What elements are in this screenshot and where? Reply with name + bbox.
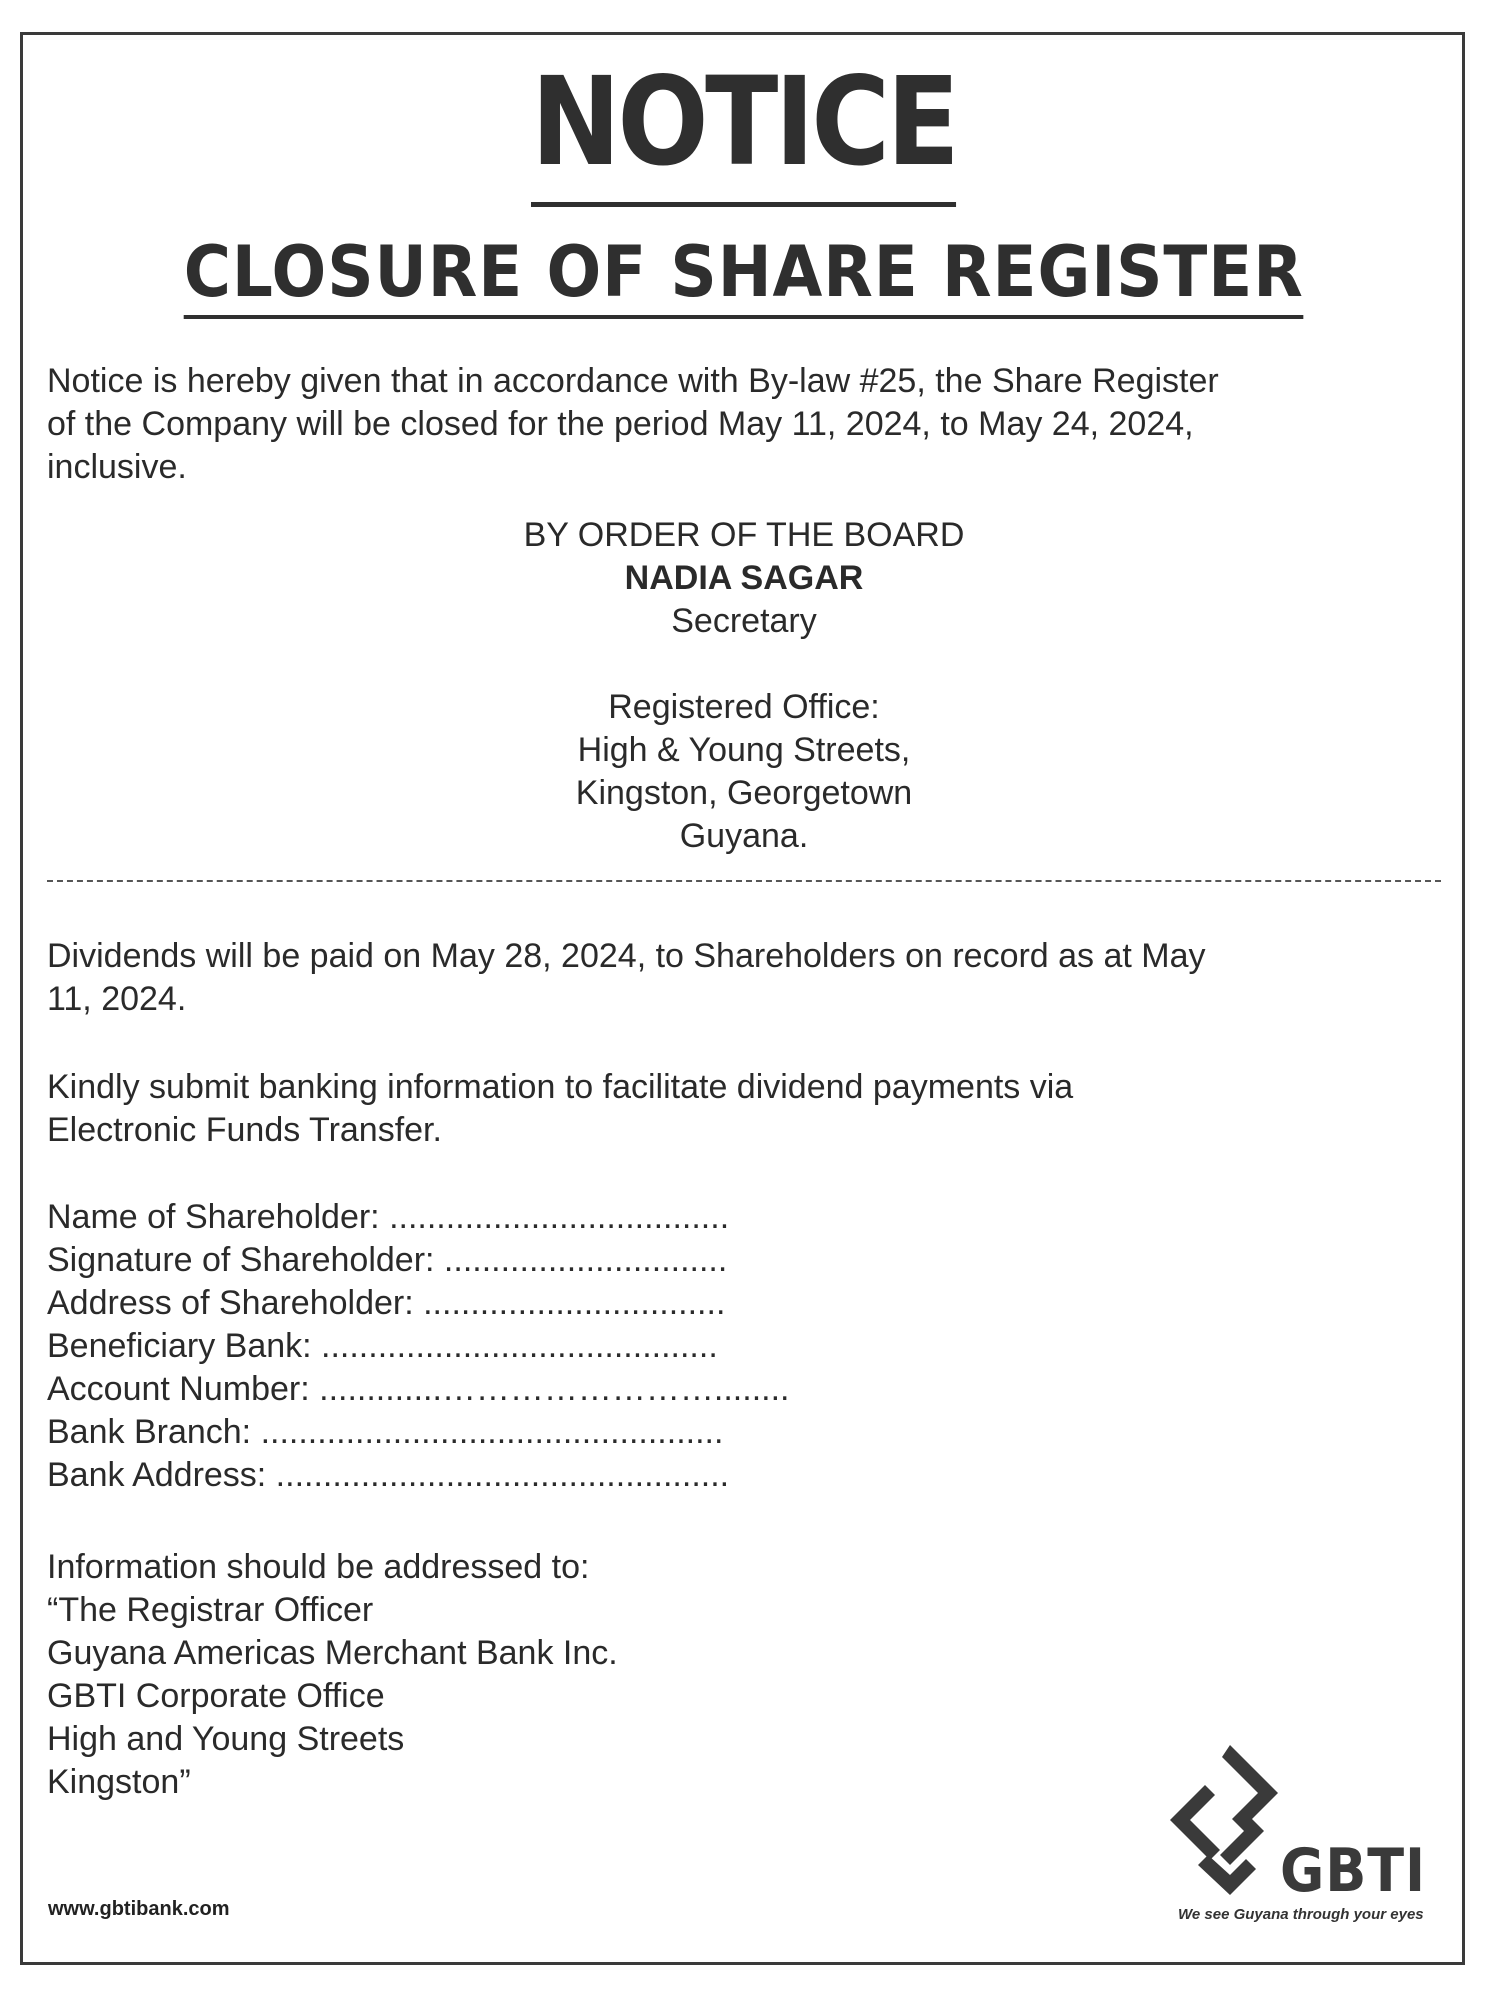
registered-office-line-2: Kingston, Georgetown [575,774,913,812]
dividends-line-1: Dividends will be paid on May 28, 2024, to Shareholders on record as at May [47,937,1206,975]
address-to-line: GBTI Corporate Office [47,1677,385,1715]
registered-office-label: Registered Office: [608,688,880,726]
secretary-name: NADIA SAGAR [624,559,864,597]
notice-line-1: Notice is hereby given that in accordance with By-law #25, the Share Register [47,362,1219,400]
banking-request-paragraph [47,1066,1447,1152]
dashed-divider [47,880,1441,882]
registered-office-block [0,686,1488,858]
secretary-title: Secretary [671,602,817,640]
address-to-line: “The Registrar Officer [47,1591,374,1629]
notice-paragraph [47,360,1447,489]
address-to-line: Kingston” [47,1763,191,1801]
shareholder-form [47,1196,790,1497]
gbti-wordmark: GBTI [1280,1836,1427,1906]
website-link[interactable]: www.gbtibank.com [48,1898,230,1920]
banking-request-line-2: Electronic Funds Transfer. [47,1111,442,1149]
notice-headline [0,52,1488,207]
address-to-line: Guyana Americas Merchant Bank Inc. [47,1634,618,1672]
gbti-tagline: We see Guyana through your eyes [1178,1906,1424,1923]
board-order: BY ORDER OF THE BOARD [523,516,965,554]
banking-request-line-1: Kindly submit banking information to facilitate dividend payments via [47,1068,1074,1106]
form-field-name[interactable]: Name of Shareholder: .................................... [47,1198,730,1236]
form-field-bank-branch[interactable]: Bank Branch: ................................................. [47,1413,724,1451]
registered-office-line-3: Guyana. [679,817,809,855]
board-order-block [0,514,1488,643]
address-to-block [47,1546,618,1804]
dividends-paragraph [47,935,1447,1021]
dividends-line-2: 11, 2024. [47,980,187,1018]
subheadline-text: CLOSURE OF SHARE REGISTER [184,232,1304,319]
notice-subheadline [0,232,1488,319]
registered-office-line-1: High & Young Streets, [577,731,911,769]
headline-text: NOTICE [531,52,956,207]
form-field-signature[interactable]: Signature of Shareholder: .............................. [47,1241,728,1279]
address-to-label: Information should be addressed to: [47,1548,590,1586]
form-field-address[interactable]: Address of Shareholder: ................................ [47,1284,726,1322]
notice-line-3: inclusive. [47,448,187,486]
notice-line-2: of the Company will be closed for the period May 11, 2024, to May 24, 2024, [47,405,1194,443]
gbti-logo-mark-icon [1160,1745,1300,1895]
form-field-bank-address[interactable]: Bank Address: ................................................ [47,1456,730,1494]
form-field-account-number[interactable]: Account Number: .............……………………........ [47,1370,790,1408]
address-to-line: High and Young Streets [47,1720,405,1758]
form-field-beneficiary-bank[interactable]: Beneficiary Bank: .......................................... [47,1327,718,1365]
